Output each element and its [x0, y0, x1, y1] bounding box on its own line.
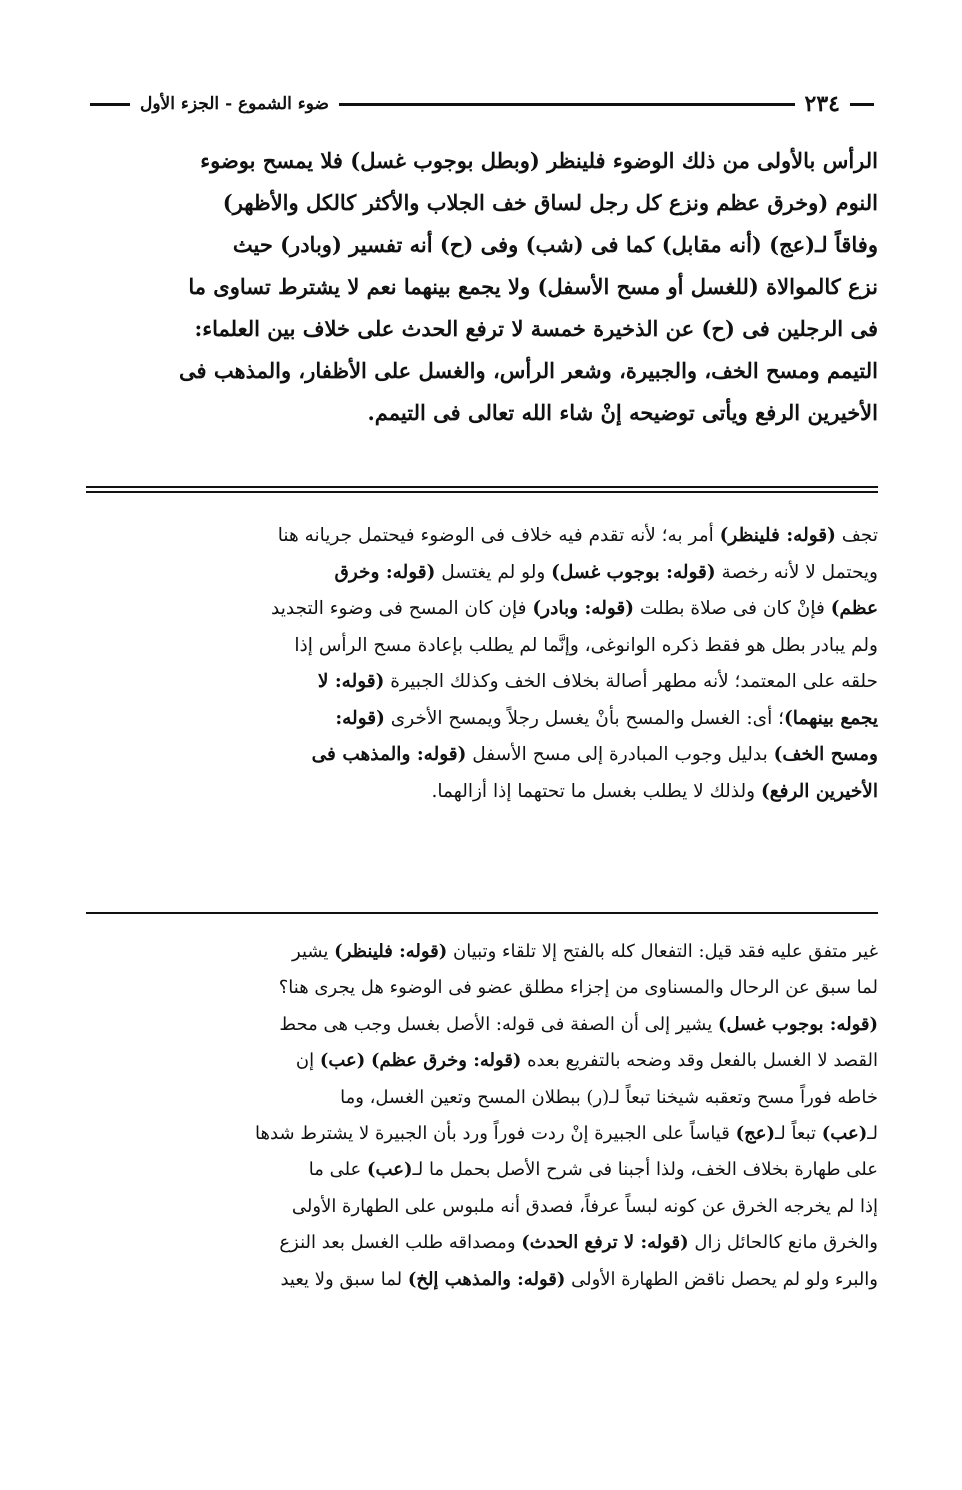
- gloss-line: [86, 1152, 878, 1188]
- quote-marker: (قوله: والمذهب إلخ): [407, 1268, 566, 1290]
- quote-marker: (قوله: بوجوب غسل): [717, 1013, 878, 1035]
- text-run: تبعاً لـ: [774, 1123, 822, 1145]
- quote-marker: (قوله: وخرق: [334, 561, 436, 583]
- main-text-line: وفاقاً لـ(عج) (أنه مقابل) كما فى (شب) وفى (ح) أنه تفسير (وبادر) حيث: [232, 232, 878, 257]
- gloss-line: [86, 1225, 878, 1261]
- quote-marker: (عب): [367, 1159, 413, 1181]
- quote-marker: (عج): [735, 1123, 775, 1145]
- text-run: لما سبق عن الرحال والمسناوى من إجزاء مطلق عضو فى الوضوء هل يجرى هنا؟: [278, 977, 878, 999]
- text-run: ومصداقه طلب الغسل بعد النزع: [279, 1232, 522, 1254]
- text-run: والبرء ولو لم يحصل ناقض الطهارة الأولى: [565, 1268, 878, 1290]
- commentary-line: [86, 737, 878, 774]
- commentary-line: [86, 664, 878, 701]
- text-run: تجف: [835, 525, 878, 546]
- main-text: [86, 140, 878, 434]
- main-text-line: النوم (وخرق عظم ونزع كل رجل لساق خف الجلاب والأكثر كالكل والأظهر): [222, 190, 878, 215]
- quote-marker: عظم): [830, 598, 878, 619]
- gloss-line: [86, 1007, 878, 1043]
- commentary-line: [86, 701, 878, 738]
- gloss-line: [86, 1189, 878, 1225]
- main-text-line: الرأس بالأولى من ذلك الوضوء فلينظر (وبطل بوجوب غسل) فلا يمسح بوضوء: [200, 148, 878, 173]
- quote-marker: (قوله: والمذهب فى: [311, 744, 467, 765]
- main-text-line: الأخيرين الرفع ويأتى توضيحه إنْ شاء الله تعالى فى التيمم.: [367, 400, 878, 425]
- main-text-line: التيمم ومسح الخف، والجبيرة، وشعر الرأس، والغسل على الأظفار، والمذهب فى: [179, 358, 878, 383]
- text-run: خاطه فوراً مسح وتعقبه شيخنا تبعاً لـ(ر) ببطلان المسح وتعين الغسل، وما: [340, 1086, 878, 1108]
- text-run: لما سبق ولا يعيد: [280, 1268, 408, 1290]
- commentary-line: [86, 591, 878, 628]
- commentary-line: [86, 555, 878, 592]
- text-run: حلقه على المعتمد؛ لأنه مطهر أصالة بخلاف الخف وكذلك الجبيرة: [384, 671, 878, 692]
- gloss-line: [86, 1262, 878, 1298]
- book-title: ضوء الشموع - الجزء الأول: [140, 94, 329, 114]
- quote-marker: (قوله: فلينظر): [334, 941, 448, 962]
- gloss-section: [86, 934, 878, 1298]
- text-run: ولم يبادر بطل هو فقط ذكره الوانوغى، وإنَّما لم يطلب بإعادة مسح الرأس إذا: [294, 634, 878, 656]
- gloss-line: [86, 1080, 878, 1116]
- text-run: ويحتمل لا لأنه رخصة: [715, 561, 878, 583]
- quote-marker: (قوله: بوجوب غسل): [551, 561, 716, 583]
- text-run: ولذلك لا يطلب بغسل ما تحتهما إذا أزالهما.: [431, 780, 761, 802]
- text-run: غير متفق عليه فقد قيل: التفعال كله بالفتح إلا تلقاء وتبيان: [447, 941, 878, 962]
- commentary-line: [86, 628, 878, 665]
- gloss-line: [86, 970, 878, 1006]
- quote-marker: (قوله: وخرق عظم): [371, 1050, 522, 1072]
- text-run: ولو لم يغتسل: [435, 561, 552, 583]
- quote-marker: (قوله: وبادر): [532, 598, 635, 619]
- commentary-line: [86, 774, 878, 811]
- single-divider: [86, 912, 878, 914]
- quote-marker: (عب): [319, 1050, 366, 1072]
- text-run: فإن كان المسح فى وضوء التجديد: [271, 598, 533, 619]
- header-rule-right: [850, 103, 874, 106]
- quote-marker: الأخيرين الرفع): [760, 780, 878, 802]
- quote-marker: (عب): [821, 1123, 868, 1145]
- commentary-section: [86, 518, 878, 810]
- text-run: إن: [295, 1050, 320, 1072]
- text-run: قياساً على الجبيرة إنْ ردت فوراً ورد بأن الجبيرة لا يشترط شدها: [255, 1123, 736, 1145]
- text-run: يشير: [292, 941, 335, 962]
- text-run: أمر به؛ لأنه تقدم فيه خلاف فى الوضوء فيحتمل جريانه هنا: [277, 525, 720, 546]
- commentary-line: [86, 518, 878, 555]
- text-run: فإنْ كان فى صلاة بطلت: [634, 598, 831, 619]
- text-run: على طهارة بخلاف الخف، ولذا أجبنا فى شرح الأصل بحمل ما لـ: [412, 1159, 878, 1181]
- text-run: لـ: [867, 1123, 878, 1145]
- double-divider: [86, 486, 878, 493]
- text-run: ؛ أى: الغسل والمسح بأنْ يغسل رجلاً ويمسح الأخرى: [384, 707, 784, 729]
- quote-marker: (قوله:: [335, 707, 385, 729]
- text-run: بدليل وجوب المبادرة إلى مسح الأسفل: [466, 744, 774, 765]
- quote-marker: يجمع بينهما): [784, 707, 878, 729]
- gloss-line: [86, 934, 878, 970]
- text-run: إذا لم يخرجه الخرق عن كونه لبساً عرفاً، فصدق أنه ملبوس على الطهارة الأولى: [291, 1195, 878, 1217]
- gloss-line: [86, 1116, 878, 1152]
- quote-marker: ومسح الخف): [773, 744, 878, 765]
- text-run: والخرق مانع كالحائل زال: [688, 1232, 878, 1254]
- quote-marker: (قوله: لا: [317, 671, 385, 692]
- header-rule-middle: [339, 103, 795, 106]
- quote-marker: (قوله: لا ترفع الحدث): [521, 1232, 689, 1254]
- main-text-line: فى الرجلين فى (ح) عن الذخيرة خمسة لا ترفع الحدث على خلاف بين العلماء:: [194, 316, 878, 341]
- text-run: القصد لا الغسل بالفعل وقد وضحه بالتفريع بعده: [521, 1050, 878, 1072]
- text-run: على ما: [308, 1159, 368, 1181]
- quote-marker: (قوله: فلينظر): [719, 525, 836, 546]
- gloss-line: [86, 1043, 878, 1079]
- main-text-line: نزع كالموالاة (للغسل أو مسح الأسفل) ولا يجمع بينهما نعم لا يشترط تساوى ما: [188, 274, 878, 299]
- text-run: يشير إلى أن الصفة فى قوله: الأصل بغسل وجب هى محط: [279, 1013, 718, 1035]
- page-header: [90, 84, 874, 124]
- page-number: ٢٣٤: [804, 91, 840, 117]
- header-rule-left: [90, 103, 130, 106]
